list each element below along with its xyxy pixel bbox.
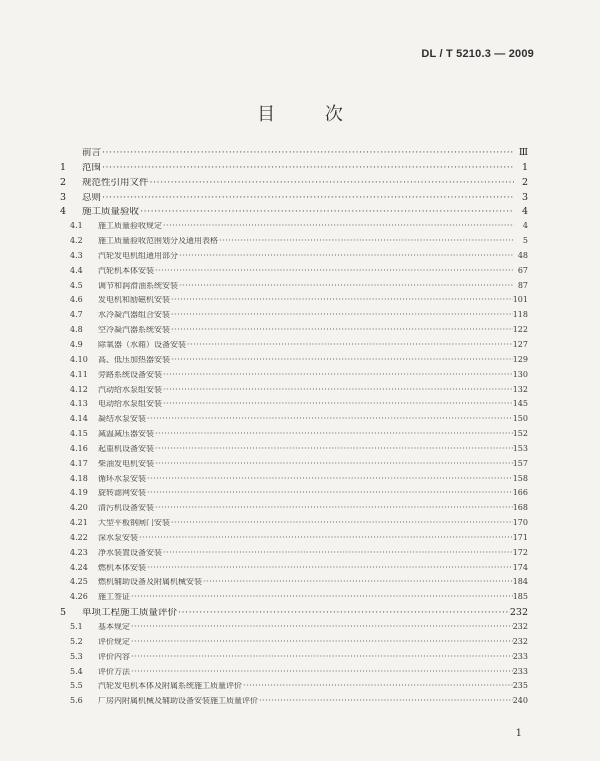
toc-entry[interactable] [60, 668, 528, 683]
toc-entry[interactable] [60, 593, 528, 608]
toc-entry-number: 4.24 [70, 563, 88, 572]
toc-entry[interactable] [60, 267, 528, 282]
toc-entry-number: 5.3 [70, 652, 83, 661]
toc-entry-page: 4 [522, 222, 528, 231]
toc-entry-number: 4.16 [70, 444, 88, 453]
toc-leader-dots [101, 193, 514, 203]
toc-leader-dots [146, 475, 513, 483]
toc-entry-title: 规范性引用文件 [82, 177, 149, 188]
toc-entry[interactable] [60, 430, 528, 445]
toc-entry-number: 4.1 [70, 222, 83, 231]
toc-entry-title: 燃机本体安装 [98, 563, 146, 572]
toc-entry-number: 5.4 [70, 667, 83, 676]
toc-entry-number: 4.19 [70, 489, 88, 498]
toc-entry-title: 燃机辅助设备及附属机械安装 [98, 578, 202, 587]
toc-entry[interactable] [60, 326, 528, 341]
toc-entry[interactable] [60, 564, 528, 579]
toc-entry[interactable] [60, 445, 528, 460]
toc-leader-dots [146, 415, 513, 423]
toc-entry-page: 87 [517, 281, 528, 290]
toc-entry-page: 170 [512, 519, 528, 528]
toc-leader-dots [154, 267, 514, 275]
toc-entry-page: 174 [512, 563, 528, 572]
toc-leader-dots [101, 148, 514, 158]
toc-leader-dots [149, 178, 514, 188]
toc-entry-page: 152 [512, 430, 528, 439]
toc-entry-page: 172 [512, 548, 528, 557]
toc-entry-page: 48 [517, 251, 528, 260]
toc-leader-dots [178, 252, 514, 260]
toc-entry-page: 232 [509, 608, 528, 619]
toc-entry-page: 129 [512, 355, 528, 364]
toc-entry-number: 4.21 [70, 519, 88, 528]
toc-entry[interactable] [60, 460, 528, 475]
toc-entry-number: 1 [60, 162, 67, 173]
toc-entry-page: 153 [512, 444, 528, 453]
toc-leader-dots [130, 653, 513, 661]
toc-entry-number: 4.18 [70, 474, 88, 483]
toc-entry-title: 范围 [82, 162, 102, 173]
toc-leader-dots [218, 237, 514, 245]
page-number: 1 [515, 728, 522, 739]
standard-code: DL / T 5210.3 — 2009 [421, 48, 534, 60]
toc-leader-dots [177, 608, 510, 618]
toc-entry-title: 汽轮发电机组通用部分 [98, 251, 178, 260]
toc-entry-title: 旋转滤网安装 [98, 489, 146, 498]
toc-entry-page: 184 [512, 578, 528, 587]
toc-entry-title: 厂房内附属机械及辅助设备安装施工质量评价 [98, 697, 258, 706]
toc-leader-dots [162, 386, 513, 394]
toc-leader-dots [154, 430, 513, 438]
toc-entry-number: 4.5 [70, 281, 83, 290]
toc-entry-title: 评价规定 [98, 637, 130, 646]
toc-leader-dots [162, 371, 513, 379]
toc-entry-title: 大型平板钢闸门安装 [98, 519, 170, 528]
toc-leader-dots [154, 504, 513, 512]
toc-entry[interactable] [60, 222, 528, 237]
toc-entry-number: 5.6 [70, 697, 83, 706]
toc-entry-page: 232 [512, 623, 528, 631]
toc-entry-page: 3 [521, 192, 528, 203]
toc-entry-number: 5 [60, 608, 67, 619]
toc-entry-page: 2 [521, 177, 528, 188]
toc-entry-title: 汽轮发电机本体及附属系统施工质量评价 [98, 682, 242, 691]
toc-entry-title: 施工质量验收 [82, 207, 140, 218]
toc-entry[interactable] [60, 578, 528, 593]
toc-entry-title: 单项工程施工质量评价 [82, 608, 178, 619]
toc-entry-title: 总则 [82, 192, 102, 203]
toc-entry-number: 4.2 [70, 237, 83, 246]
toc-entry-page: 67 [517, 266, 528, 275]
toc-entry-title: 空冷凝汽器系统安装 [98, 326, 170, 335]
toc-leader-dots [258, 697, 513, 705]
toc-entry-title: 凝结水泵安装 [98, 415, 146, 424]
toc-leader-dots [101, 163, 514, 173]
toc-leader-dots [202, 578, 513, 586]
toc-entry-title: 施工签证 [98, 593, 130, 602]
toc-entry-number: 5.1 [70, 623, 83, 631]
toc-entry[interactable] [60, 207, 528, 222]
toc-entry[interactable] [60, 623, 528, 638]
toc-entry-title: 净水装置设备安装 [98, 548, 162, 557]
toc-entry-title: 基本规定 [98, 623, 130, 631]
toc-leader-dots [130, 638, 513, 646]
toc-entry-number: 4.12 [70, 385, 88, 394]
page-title: 目 次 [257, 104, 365, 125]
toc-leader-dots [162, 222, 514, 230]
toc-entry-title: 施工质量验收范围划分及通用表格 [98, 237, 218, 246]
toc-entry[interactable] [60, 475, 528, 490]
toc-entry-title: 汽轮机本体安装 [98, 266, 154, 275]
toc-entry-page: 233 [512, 652, 528, 661]
toc-leader-dots [146, 489, 513, 497]
toc-entry-number: 3 [60, 192, 67, 203]
toc-leader-dots [130, 623, 513, 631]
toc-entry[interactable] [60, 148, 528, 163]
toc-leader-dots [146, 564, 513, 572]
toc-entry-number: 2 [60, 177, 67, 188]
toc-entry-number: 4.6 [70, 296, 83, 305]
toc-leader-dots [130, 668, 513, 676]
toc-entry[interactable] [60, 415, 528, 430]
toc-entry-page: 235 [512, 682, 528, 691]
toc-leader-dots [170, 356, 513, 364]
toc-entry-page: 157 [512, 459, 528, 468]
toc-leader-dots [162, 549, 513, 557]
toc-entry[interactable] [60, 163, 528, 178]
toc-entry-page: 122 [512, 326, 528, 335]
toc-entry[interactable] [60, 638, 528, 653]
toc-entry[interactable] [60, 653, 528, 668]
toc-entry-page: 1 [521, 162, 528, 173]
toc-entry-page: 118 [512, 311, 528, 320]
toc-entry-page: 233 [512, 667, 528, 676]
toc-entry[interactable] [60, 237, 528, 252]
toc-entry[interactable] [60, 504, 528, 519]
toc-entry-number: 4.3 [70, 251, 83, 260]
toc-entry-page: 185 [512, 593, 528, 602]
toc-entry-title: 深水泵安装 [98, 533, 138, 542]
toc-leader-dots [170, 296, 513, 304]
toc-entry[interactable] [60, 608, 528, 623]
toc-entry-number: 4.10 [70, 355, 88, 364]
toc-entry-page: 130 [512, 370, 528, 379]
toc-entry-title: 发电机和励磁机安装 [98, 296, 170, 305]
toc-entry[interactable] [60, 549, 528, 564]
toc-leader-dots [170, 311, 513, 319]
toc-entry-page: 5 [522, 237, 528, 246]
toc-entry[interactable] [60, 296, 528, 311]
toc-entry-title: 水冷凝汽器组合安装 [98, 311, 170, 320]
toc-entry-number: 4.9 [70, 340, 83, 349]
toc-entry-number: 4 [60, 207, 67, 218]
toc-leader-dots [138, 534, 513, 542]
toc-entry-number: 4.7 [70, 311, 83, 320]
toc-entry-number: 4.13 [70, 400, 88, 409]
toc-entry-page: Ⅲ [518, 148, 528, 158]
toc-leader-dots [154, 445, 513, 453]
toc-leader-dots [178, 282, 514, 290]
toc-entry-page: 132 [512, 385, 528, 394]
toc-entry-page: 150 [512, 415, 528, 424]
toc-entry-page: 145 [512, 400, 528, 409]
toc-entry-title: 起重机设备安装 [98, 444, 154, 453]
toc-entry-title: 电动给水泵组安装 [98, 400, 162, 409]
toc-entry[interactable] [60, 400, 528, 415]
toc-entry-number: 5.2 [70, 637, 83, 646]
toc-leader-dots [130, 593, 513, 601]
toc-leader-dots [242, 682, 513, 690]
toc-entry-title: 施工质量验收规定 [98, 222, 162, 231]
toc-entry-title: 循环水泵安装 [98, 474, 146, 483]
toc-entry-title: 高、低压加热器安装 [98, 355, 170, 364]
toc-entry-title: 评价内容 [98, 652, 130, 661]
toc-entry-title: 清污机设备安装 [98, 504, 154, 513]
toc-entry-number: 4.4 [70, 266, 83, 275]
toc-leader-dots [162, 400, 513, 408]
toc-entry-number: 4.20 [70, 504, 88, 513]
toc-entry-number: 4.14 [70, 415, 88, 424]
toc-entry-title: 评价方法 [98, 667, 130, 676]
toc-entry-title: 调节和润滑油系统安装 [98, 281, 178, 290]
toc-entry-number: 4.8 [70, 326, 83, 335]
toc-leader-dots [186, 341, 513, 349]
toc-entry-number: 5.5 [70, 682, 83, 691]
toc-leader-dots [170, 519, 513, 527]
toc-entry-number: 4.15 [70, 430, 88, 439]
toc-entry[interactable] [60, 341, 528, 356]
toc-entry[interactable] [60, 356, 528, 371]
toc-entry-page: 101 [512, 296, 528, 305]
toc-entry-title: 减温减压器安装 [98, 430, 154, 439]
toc-entry[interactable] [60, 386, 528, 401]
toc-entry[interactable] [60, 697, 528, 712]
toc-entry-number: 4.26 [70, 593, 88, 602]
toc-leader-dots [154, 460, 513, 468]
toc-entry[interactable] [60, 371, 528, 386]
toc-entry[interactable] [60, 682, 528, 697]
toc-entry-title: 柴油发电机安装 [98, 459, 154, 468]
toc-entry[interactable] [60, 282, 528, 297]
toc-leader-dots [170, 326, 513, 334]
toc-entry[interactable] [60, 178, 528, 193]
toc-entry-number: 4.17 [70, 459, 88, 468]
toc-entry[interactable] [60, 519, 528, 534]
toc-entry[interactable] [60, 252, 528, 267]
toc-entry-page: 166 [512, 489, 528, 498]
toc-entry[interactable] [60, 193, 528, 208]
toc-entry[interactable] [60, 311, 528, 326]
toc-entry-title: 汽动给水泵组安装 [98, 385, 162, 394]
toc-entry-page: 240 [512, 697, 528, 706]
toc-entry-number: 4.11 [70, 370, 88, 379]
toc-entry-page: 158 [512, 474, 528, 483]
toc-entry-page: 127 [512, 340, 528, 349]
toc-entry-title: 前言 [82, 148, 102, 158]
toc-entry-page: 4 [521, 207, 528, 218]
toc-entry-page: 232 [512, 637, 528, 646]
table-of-contents [60, 148, 528, 712]
toc-entry-number: 4.25 [70, 578, 88, 587]
toc-entry[interactable] [60, 489, 528, 504]
toc-entry-title: 旁路系统设备安装 [98, 370, 162, 379]
toc-entry-page: 171 [512, 533, 528, 542]
toc-entry-page: 168 [512, 504, 528, 513]
toc-entry-number: 4.23 [70, 548, 88, 557]
toc-leader-dots [139, 207, 514, 217]
toc-entry[interactable] [60, 534, 528, 549]
toc-entry-title: 除氧器（水箱）设备安装 [98, 340, 186, 349]
toc-entry-number: 4.22 [70, 533, 88, 542]
